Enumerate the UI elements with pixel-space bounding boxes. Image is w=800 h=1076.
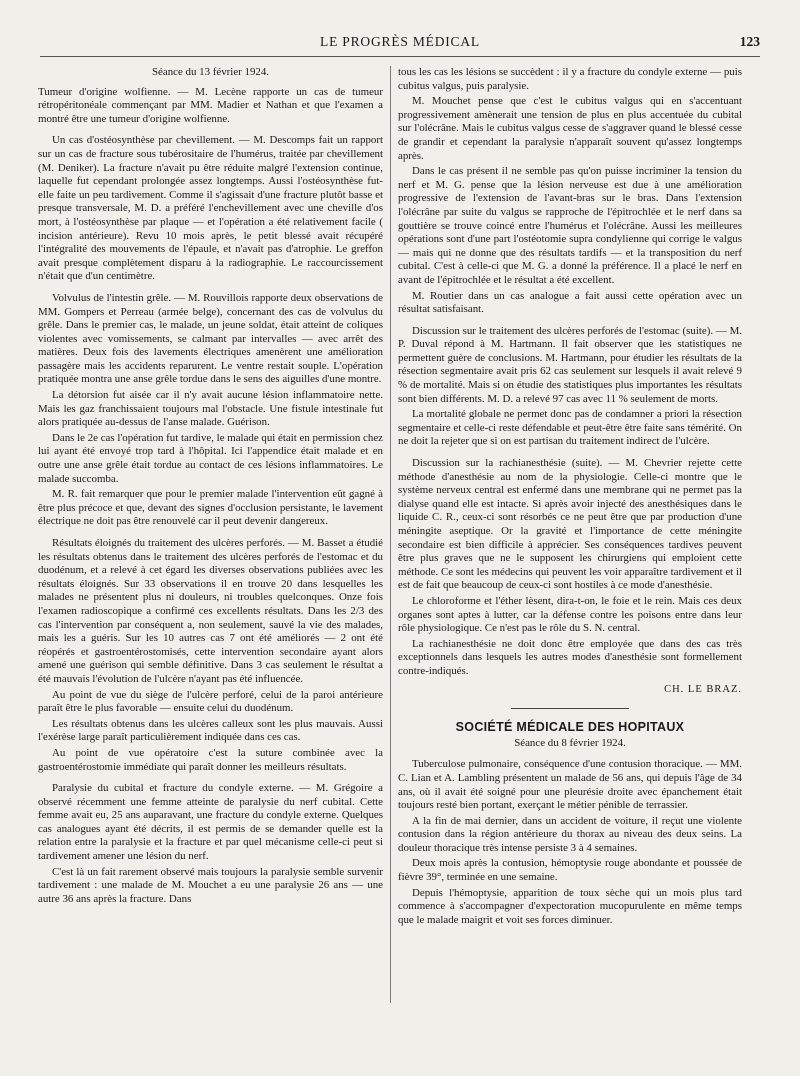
paragraph: Discussion sur la rachianesthésie (suite). — M. Chevrier rejette cette méthode d'anesthésie au nom de la physiologie. Celle-ci montre que le système nerveux central est enfermé dans une membrane qui ne permet pas la dialyse quand elle est intacte. Si après avoir injecté des anesthésiques dans le liquide C. R., ceux-ci sont résorbés ce ne peut être que par production d'une méningite aseptique. Or la gravité et l'importance de cette méningite secondaire est bien difficile à apprécier. Ses conséquences tardives peuvent être plus graves que ne le supposent les chirurgiens qui emploient cette méthode. Ce sont les médecins qui peuvent les voir apparaître tardivement et il est de fait que beaucoup de ceux-ci sont hostiles à ce mode d'anesthésie. xyxy=(398,457,742,592)
section-separator xyxy=(511,708,629,709)
session-date: Séance du 13 février 1924. xyxy=(151,66,270,78)
paragraph: C'est là un fait rarement observé mais toujours la paralysie semble survenir tardivement : une malade de M. Mouchet a eu une paralysie 26 ans — une autre 36 ans après la fracture. Dans xyxy=(38,865,383,905)
society-session-date: Séance du 8 février 1924. xyxy=(514,736,626,749)
paragraph: Paralysie du cubital et fracture du condyle externe. — M. Grégoire a observé récemment une femme atteinte de paralysie du nerf cubital. Cette femme avait eu, 25 ans auparavant, une fracture du condyle externe. Quelques cas analogues ayant été décrits, il est permis de se demander quelle est la relation entre la paralysie et la fracture et par quel mécanisme celle-ci peut si tardivement amener une lésion du nerf. xyxy=(38,782,383,863)
paragraph: Tuberculose pulmonaire, conséquence d'une contusion thoracique. — MM. C. Lian et A. Lambling présentent un malade de 56 ans, qui depuis l'âge de 34 ans, où il avait été soigné pour une pleurésie droite avec épanchement était toujours resté bien portant, exerçant le métier pénible de terrassier. xyxy=(398,758,742,812)
paragraph: tous les cas les lésions se succèdent : il y a fracture du condyle externe — puis cubitus valgus, puis paralysie. xyxy=(398,66,742,92)
paragraph: Dans le cas présent il ne semble pas qu'on puisse incriminer la tension du nerf et M. G. pense que la lésion nerveuse est due à une amélioration progressive de l'extension de l'avant-bras sur le bras. Dans l'extension l'olécrâne par suite du valgus se rapproche de l'épitrochlée et le nerf dans sa gouttière se trouve coincé entre l'humérus et l'olécrâne. Aussi les meilleures opérations sont d'une part l'ostéotomie supra condylienne qui corrige le valgus — mais qui ne donne que des résultats tardifs — et la transposition du nerf cubital. C'est à celle-ci que M. G. a donné la préférence. Il a placé le nerf en avant de l'épitrochlée et le résultat a été excellent. xyxy=(398,165,742,286)
paragraph: Deux mois après la contusion, hémoptysie rouge abondante et poussée de fièvre 39°, terminée en une semaine. xyxy=(398,857,742,884)
paragraph: Les résultats obtenus dans les ulcères calleux sont les plus mauvais. Aussi l'exérèse large paraît particulièrement indiquée dans ces cas. xyxy=(38,717,383,744)
paragraph: Au point de vue du siège de l'ulcère perforé, celui de la paroi antérieure paraît être le plus favorable — ensuite celui du duodénum. xyxy=(38,688,383,715)
journal-title: LE PROGRÈS MÉDICAL xyxy=(320,34,480,49)
left-column xyxy=(38,66,383,908)
running-header xyxy=(40,34,760,52)
column-divider xyxy=(390,66,391,1003)
paragraph: M. Mouchet pense que c'est le cubitus valgus qui en s'accentuant progressivement amènerait une tension de plus en plus accentuée du cubital sur l'olécrâne. Mais le cubitus valgus cesse de s'aggraver quand le blessé cesse de grandir et cependant la paralysie n'apparaît souvent qu'assez longtemps après. xyxy=(398,95,742,162)
paragraph: Au point de vue opératoire c'est la suture combinée avec la gastroentérostomie immédiate qui paraît donner les meilleurs résultats. xyxy=(38,746,383,773)
paragraph: Résultats éloignés du traitement des ulcères perforés. — M. Basset a étudié les résultats obtenus dans le traitement des ulcères perforés de l'estomac et du duodénum, et a relevé à cet égard les diverses observations publiées avec les résultats éloignés. Sur 33 observations il en trouve 20 dans lesquelles les malades ne présentent plus ni douleurs, ni troubles quelconques. Onze fois l'examen radioscopique a confirmé ces excellents résultats. Dans les 2/3 des cas l'intervention par conséquent a, non seulement, sauvé la vie des malades, mais les a guéris. Sur les 10 autres cas 7 ont été améliorés — 2 ont été réopérés et gastroentérostomisés, cette intervention secondaire ayant alors amené une guérison qui semble définitive. Dans 3 cas seulement le résultat a été mauvais l'évolution de l'ulcère n'ayant pas été influencée. xyxy=(38,537,383,685)
paragraph: Depuis l'hémoptysie, apparition de toux sèche qui un mois plus tard commence à s'accompagner d'expectoration mucopurulente en même temps que le malade maigrit et voit ses forces diminuer. xyxy=(398,886,742,926)
paragraph: La détorsion fut aisée car il n'y avait aucune lésion inflammatoire nette. Mais les gaz franchissaient toujours mal l'obstacle. Une fistule intestinale fut alors pratiquée au-dessus de l'anse malade. Guérison. xyxy=(38,389,383,429)
paragraph: Le chloroforme et l'éther lèsent, dira-t-on, le foie et le rein. Mais ces deux organes sont aptes à lutter, car la défense contre les poisons entre dans leur rôle physiologique. Ce n'est pas le rôle du S. N. central. xyxy=(398,594,742,635)
page-number: 123 xyxy=(739,34,760,49)
header-rule xyxy=(40,56,760,57)
paragraph: M. R. fait remarquer que pour le premier malade l'intervention eût gagné à être plus précoce et que, devant des signes d'occlusion persistante, le lavement électrique ne doit pas être renouvelé car il peut devenir dangereux. xyxy=(38,488,383,528)
paragraph: La mortalité globale ne permet donc pas de condamner a priori la résection segmentaire et celle-ci reste défendable et peut-être être faite sans témérité. On ne doit la rejeter que si on est partisan du traitement indirect de l'ulcère. xyxy=(398,408,742,448)
paragraph: Volvulus de l'intestin grêle. — M. Rouvillois rapporte deux observations de MM. Gompers et Perreau (armée belge), concernant des cas de volvulus du grêle. Dans le premier cas, le malade, un jeune soldat, était atteint de coliques violentes avec vomissements, se calmant par intervalles — avec arrêt des matières. Deux fois des lavements électriques amenèrent une amélioration passagère mais les accidents reparurent. Le ventre restait souple. L'opération pratiquée montra une anse grêle tordue dans le sens des aiguilles d'une montre. xyxy=(38,291,383,386)
paragraph: M. Routier dans un cas analogue a fait aussi cette opération avec un résultat satisfaisant. xyxy=(398,289,742,316)
author-signature: CH. LE BRAZ. xyxy=(664,683,742,695)
society-heading: SOCIÉTÉ MÉDICALE DES HOPITAUX xyxy=(455,720,685,735)
paragraph: Tumeur d'origine wolfienne. — M. Lecène rapporte un cas de tumeur rétropéritonéale commençant par MM. Madier et Nathan et que l'examen a montré être une tumeur d'origine wolfienne. xyxy=(38,85,383,125)
right-column xyxy=(398,66,742,929)
paragraph: La rachianesthésie ne doit donc être employée que dans des cas très exceptionnels dans lesquels les autres modes d'anesthésie sont formellement contre-indiqués. xyxy=(398,637,742,677)
paragraph: Un cas d'ostéosynthèse par chevillement. — M. Descomps fait un rapport sur un cas de fracture sous tubérositaire de l'humérus, traitée par chevillement (M. Deniker). La fracture n'avait pu être réduite malgré l'extension continue, laquelle fut cependant prolongée assez longtemps. Aussi l'ostéosynthèse fut-elle faite un peu tardivement. Comme il s'agissait d'une fracture plutôt basse et presque transversale, M. D. a préféré l'enchevillement avec une cheville d'os mort, à l'ostéosynthèse par plaque — et l'opération a été relativement facile ( incision antérieure). Revu 10 mois après, le petit blessé avait récupéré l'intégralité des mouvements de l'épaule, et n'avait pas d'atrophie. Le greffon avait presque complètement disparu à la radiographie. Le raccourcissement n'était que d'un centimètre. xyxy=(38,134,383,283)
paragraph: A la fin de mai dernier, dans un accident de voiture, il reçut une violente contusion dans la région antérieure du thorax au niveau des deux seins. La douleur thoracique très intense persiste 3 à 4 semaines. xyxy=(398,814,742,854)
paragraph: Dans le 2e cas l'opération fut tardive, le malade qui était en permission chez lui ayant été envoyé trop tard à l'hôpital. Ici l'appendice était malade et en outre une anse grêle était tordue au contact de ces lésions inflammatoires. Le malade succomba. xyxy=(38,431,383,485)
paragraph: Discussion sur le traitement des ulcères perforés de l'estomac (suite). — M. P. Duval répond à M. Hartmann. Il fait observer que les statistiques ne permettent guère de conclusions. M. Hartmann, pour étudier les résultats de la résection segmentaire avait pris 62 cas seulement sur lesquels il avait relevé 9 % de mortalité. Mais si on étudie des statistiques plus importantes les résultats sont bien différents. M. D. a relevé 97 cas avec 11 % seulement de morts. xyxy=(398,324,742,405)
